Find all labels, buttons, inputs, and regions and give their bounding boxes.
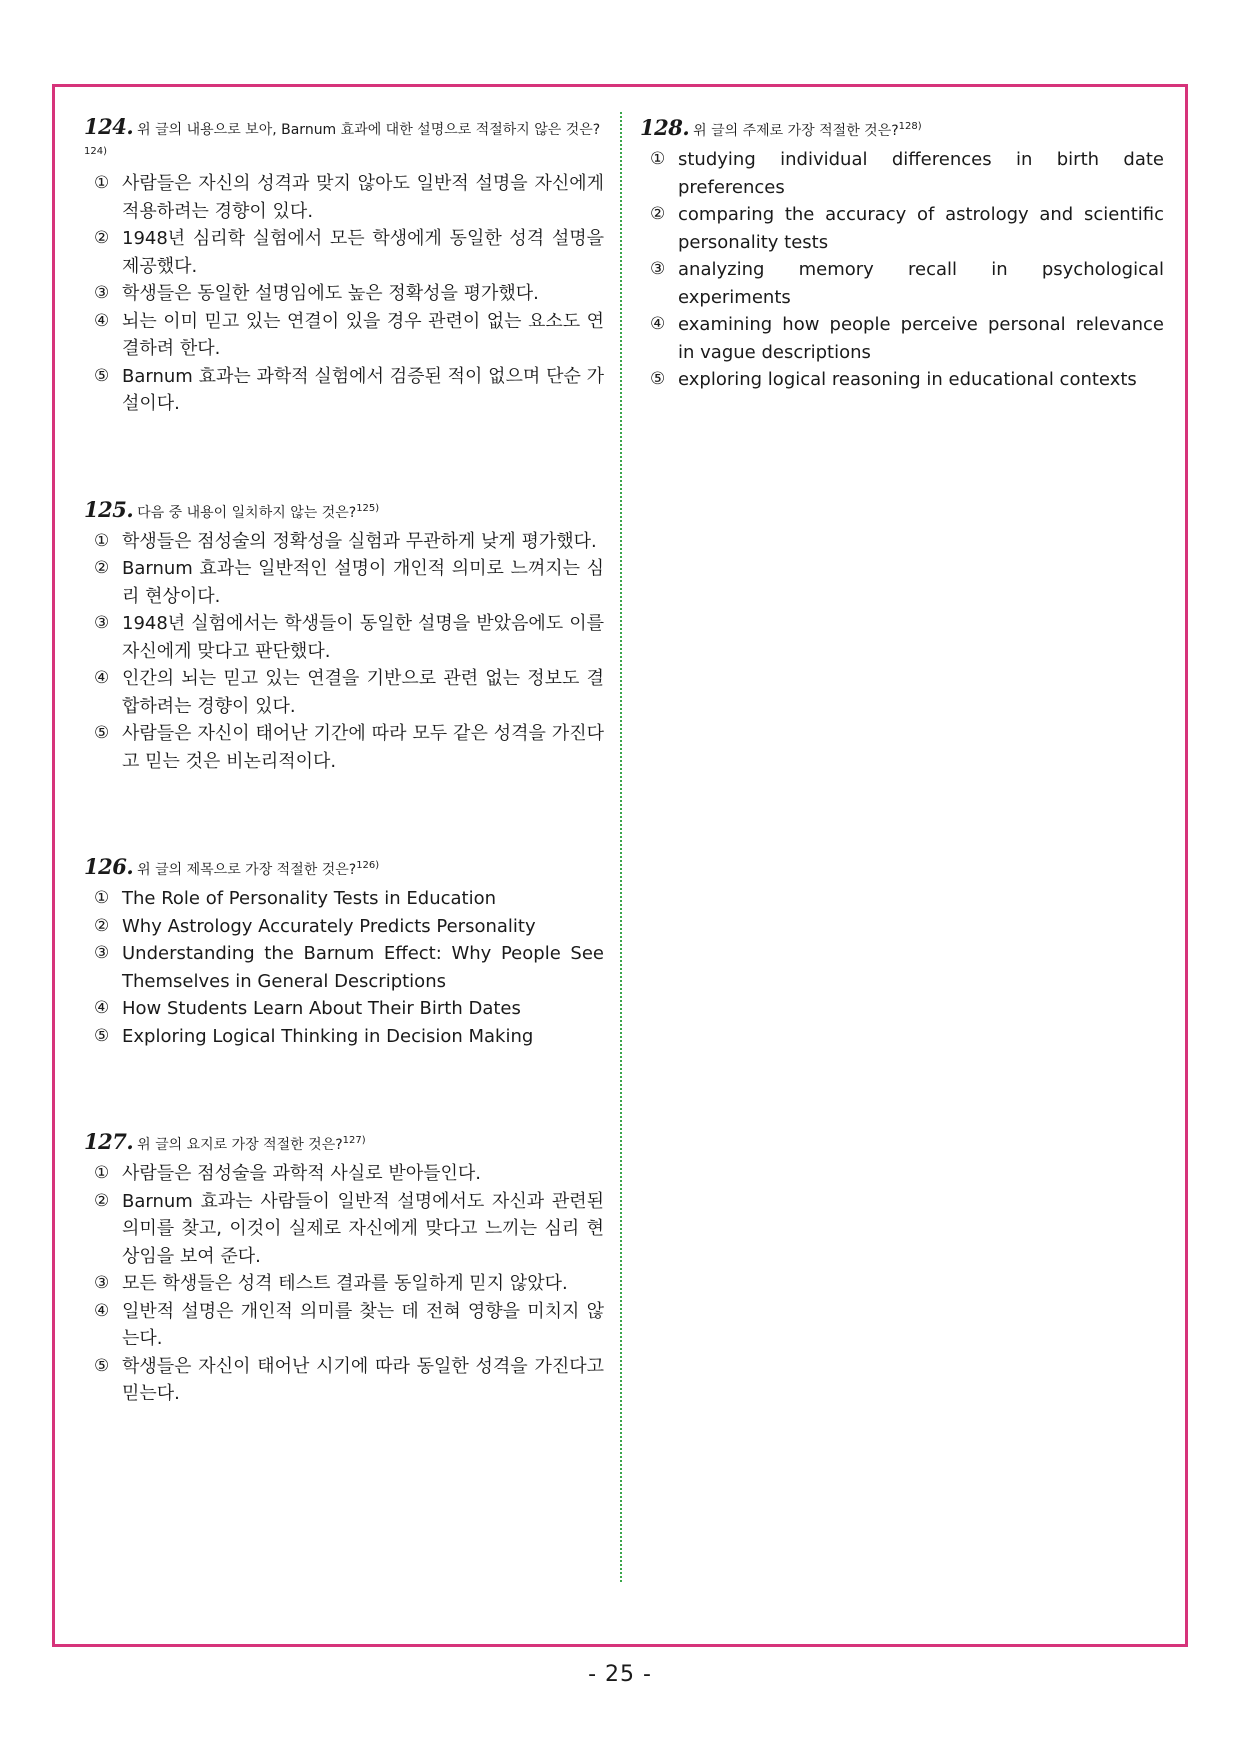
column-divider <box>620 112 622 1582</box>
option-item[interactable] <box>84 1270 604 1298</box>
option-text: 인간의 뇌는 믿고 있는 연결을 기반으로 관련 없는 정보도 결합하려는 경향이 있다. <box>122 668 604 717</box>
option-mark: ① <box>650 149 666 169</box>
option-item[interactable] <box>84 555 604 610</box>
question-ref: 126) <box>356 860 380 871</box>
option-list <box>84 1160 604 1408</box>
option-text: Exploring Logical Thinking in Decision Making <box>122 1025 534 1047</box>
question-ref: 127) <box>342 1135 366 1146</box>
option-mark: ① <box>94 888 110 908</box>
option-item[interactable] <box>640 201 1164 256</box>
question-header <box>84 855 604 881</box>
option-text: Barnum 효과는 사람들이 일반적 설명에서도 자신과 관련된 의미를 찾고, 이것이 실제로 자신에게 맞다고 느끼는 심리 현상임을 보여 준다. <box>122 1190 604 1267</box>
option-text: Why Astrology Accurately Predicts Personality <box>122 915 536 937</box>
option-mark: ④ <box>650 314 666 334</box>
option-mark: ⑤ <box>94 365 110 386</box>
option-text: How Students Learn About Their Birth Dates <box>122 998 521 1019</box>
option-item[interactable] <box>84 225 604 280</box>
option-mark: ③ <box>94 1273 110 1293</box>
question-number: 128. <box>640 115 690 140</box>
option-text: 학생들은 자신이 태어난 시기에 따라 동일한 성격을 가진다고 믿는다. <box>122 1355 604 1404</box>
question-text: 위 글의 주제로 가장 적절한 것은? <box>693 123 899 139</box>
option-list <box>84 528 604 776</box>
option-mark: ① <box>94 530 110 551</box>
option-item[interactable] <box>84 913 604 941</box>
right-column <box>640 116 1164 474</box>
option-text: comparing the accuracy of astrology and scientific personality tests <box>678 204 1164 253</box>
option-mark: ② <box>94 558 110 578</box>
option-mark: ③ <box>94 613 110 633</box>
page-number: - 25 - <box>588 1662 652 1687</box>
option-text: 1948년 실험에서는 학생들이 동일한 설명을 받았음에도 이를 자신에게 맞다고 판단했다. <box>122 613 604 662</box>
option-mark: ③ <box>94 283 110 303</box>
option-list <box>640 146 1164 394</box>
option-mark: ⑤ <box>94 1025 110 1046</box>
option-mark: ④ <box>94 668 110 688</box>
question-128 <box>640 116 1164 394</box>
option-mark: ① <box>94 173 110 193</box>
question-127 <box>84 1130 604 1408</box>
option-text: studying individual differences in birth date preferences <box>678 149 1164 198</box>
question-number: 127. <box>84 1129 134 1154</box>
option-text: Understanding the Barnum Effect: Why People See Themselves in General Descriptions <box>122 943 604 992</box>
option-item[interactable] <box>84 1188 604 1271</box>
question-number: 124. <box>84 114 134 139</box>
question-header <box>84 116 604 166</box>
option-text: 뇌는 이미 믿고 있는 연결이 있을 경우 관련이 없는 요소도 연결하려 한다. <box>122 310 604 359</box>
option-text: 일반적 설명은 개인적 의미를 찾는 데 전혀 영향을 미치지 않는다. <box>122 1300 604 1349</box>
question-ref: 125) <box>356 502 380 514</box>
option-item[interactable] <box>84 1023 604 1051</box>
option-item[interactable] <box>84 1353 604 1408</box>
option-item[interactable] <box>84 1160 604 1188</box>
question-number: 126. <box>84 854 134 879</box>
option-mark: ⑤ <box>94 1355 110 1376</box>
option-text: 학생들은 동일한 설명임에도 높은 정확성을 평가했다. <box>122 283 539 304</box>
option-text: 1948년 심리학 실험에서 모든 학생에게 동일한 성격 설명을 제공했다. <box>122 228 604 277</box>
option-item[interactable] <box>84 610 604 665</box>
option-list <box>84 170 604 418</box>
option-text: Barnum 효과는 과학적 실험에서 검증된 적이 없으며 단순 가설이다. <box>122 365 604 414</box>
option-text: exploring logical reasoning in educational contexts <box>678 369 1137 390</box>
option-item[interactable] <box>84 528 604 556</box>
option-mark: ⑤ <box>650 369 666 389</box>
option-mark: ④ <box>94 998 110 1018</box>
option-mark: ③ <box>94 943 110 963</box>
option-list <box>84 885 604 1050</box>
option-text: 사람들은 자신의 성격과 맞지 않아도 일반적 설명을 자신에게 적용하려는 경향이 있다. <box>122 173 604 222</box>
question-125 <box>84 498 604 776</box>
option-text: 모든 학생들은 성격 테스트 결과를 동일하게 믿지 않았다. <box>122 1273 568 1294</box>
left-column <box>84 116 604 1488</box>
option-mark: ⑤ <box>94 723 110 743</box>
option-item[interactable] <box>84 665 604 720</box>
option-text: Barnum 효과는 일반적인 설명이 개인적 의미로 느껴지는 심리 현상이다. <box>122 558 604 607</box>
option-item[interactable] <box>84 363 604 418</box>
question-ref: 124) <box>84 146 107 157</box>
option-text: analyzing memory recall in psychological experiments <box>678 259 1164 308</box>
option-item[interactable] <box>84 308 604 363</box>
option-text: 사람들은 자신이 태어난 기간에 따라 모두 같은 성격을 가진다고 믿는 것은 비논리적이다. <box>122 723 604 772</box>
question-header <box>84 498 604 524</box>
question-text: 위 글의 요지로 가장 적절한 것은? <box>137 1137 343 1153</box>
question-text: 위 글의 내용으로 보아, Barnum 효과에 대한 설명으로 적절하지 않은 것은? <box>137 122 601 138</box>
question-text: 위 글의 제목으로 가장 적절한 것은? <box>137 862 357 878</box>
option-mark: ② <box>94 228 110 248</box>
option-item[interactable] <box>84 280 604 308</box>
option-item[interactable] <box>640 146 1164 201</box>
option-mark: ② <box>94 915 110 936</box>
option-item[interactable] <box>84 885 604 913</box>
option-item[interactable] <box>640 366 1164 394</box>
option-item[interactable] <box>84 995 604 1023</box>
option-mark: ④ <box>94 310 110 331</box>
option-text: 학생들은 점성술의 정확성을 실험과 무관하게 낮게 평가했다. <box>122 530 597 552</box>
question-number: 125. <box>84 496 134 522</box>
option-item[interactable] <box>84 940 604 995</box>
option-item[interactable] <box>640 256 1164 311</box>
option-mark: ② <box>650 204 666 224</box>
option-mark: ③ <box>650 259 666 279</box>
option-item[interactable] <box>84 170 604 225</box>
option-mark: ④ <box>94 1300 110 1321</box>
option-text: examining how people perceive personal relevance in vague descriptions <box>678 314 1164 363</box>
question-126 <box>84 855 604 1050</box>
option-item[interactable] <box>640 311 1164 366</box>
question-124 <box>84 116 604 418</box>
question-text: 다음 중 내용이 일치하지 않는 것은? <box>137 504 357 521</box>
option-item[interactable] <box>84 1298 604 1353</box>
option-item[interactable] <box>84 720 604 775</box>
option-text: 사람들은 점성술을 과학적 사실로 받아들인다. <box>122 1163 481 1184</box>
option-mark: ① <box>94 1163 110 1183</box>
question-header <box>84 1130 604 1156</box>
option-mark: ② <box>94 1190 110 1211</box>
question-header <box>640 116 1164 142</box>
question-ref: 128) <box>898 121 922 132</box>
option-text: The Role of Personality Tests in Education <box>122 888 497 909</box>
